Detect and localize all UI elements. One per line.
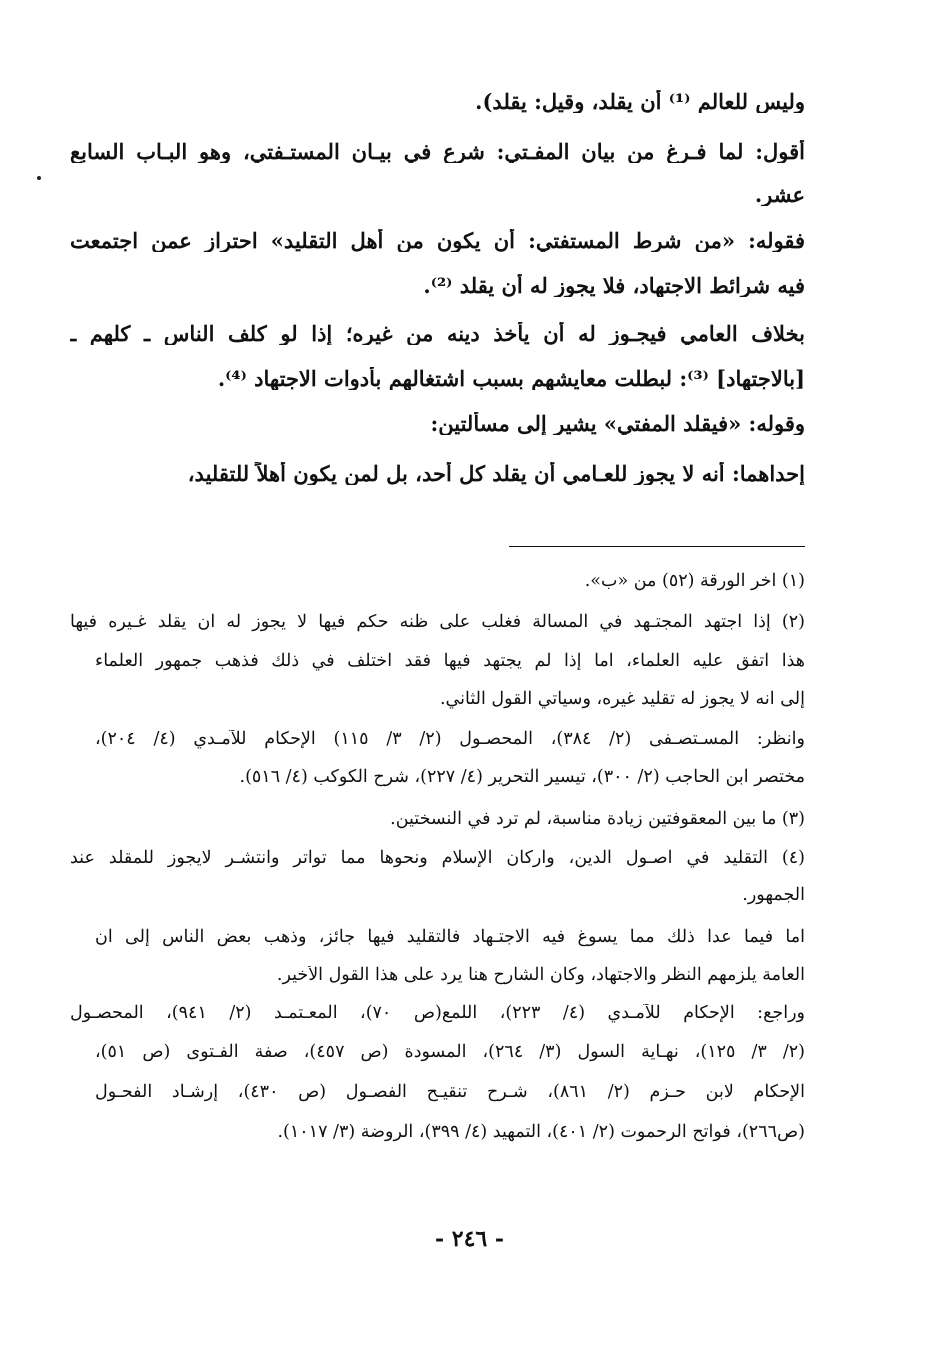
main-line-4: فقوله: «من شرط المستفتي: أن يكون من أهل التقليد» احتراز عمن اجتمعت [70,229,805,253]
main-line-3: عشر. [754,183,805,207]
main-line-2: أقول: لما فـرغ من بيان المفـتي: شرع في بيـان المستـفتي، وهو البـاب السابع [70,140,805,164]
footnote-line-7: (٣) ما بين المعقوفتين زيادة مناسبة، لم ترد في النسختين. [390,810,805,829]
footnote-line-9: الجمهور. [742,886,805,905]
footnote-divider [509,546,805,547]
stray-ink-mark [37,176,41,180]
main-line-1: وليس للعالم ⁽¹⁾ أن يقلد، وقيل: يقلد). [475,90,805,114]
footnote-line-14: الإحكام لابن حـزم (٢/ ٨٦١)، شـرح تنقيـح الفصـول (ص ٤٣٠)، إرشـاد الفحـول [95,1083,805,1102]
footnote-line-12: وراجع: الإحكام للآمـدي (٤/ ٢٢٣)، اللمع(ص ٧٠)، المعـتمـد (٢/ ٩٤١)، المحصـول [70,1004,805,1023]
main-line-7: [بالاجتهاد] ⁽³⁾: لبطلت معايشهم بسبب اشتغالهم بأدوات الاجتهاد ⁽⁴⁾. [217,367,805,391]
footnote-line-11: العامة يلزمهم النظر والاجتهاد، وكأن الشارح هنا يرد على هذا القول الأخير. [276,966,805,985]
footnote-line-2: (٢) إذا اجتهد المجتـهد في المسألة فغلب على ظنه حكم فيها لا يجوز له أن يقلد غـيره فيها [70,613,805,632]
main-line-9: إحداهما: أنه لا يجوز للعـامي أن يقلد كل أحد، بل لمن يكون أهلاً للتقليد، [187,462,805,486]
footnote-line-10: أما فيما عدا ذلك مما يسوغ فيه الاجتـهاد فالتقليد فيها جائز، وذهب بعض الناس إلى أن [95,928,805,947]
footnote-line-4: إلى أنه لا يجوز له تقليد غيره، وسيأتي القول الثاني. [439,690,805,709]
main-line-5: فيه شرائط الاجتهاد، فلا يجوز له أن يقلد ⁽²⁾. [423,274,805,298]
main-line-8: وقوله: «فيقلد المفتي» يشير إلى مسألتين: [430,412,805,436]
footnote-line-8: (٤) التقليد في أصـول الدين، وأركان الإسلام ونحوها مما تواتر وانتشـر لايجوز للمقلد عند [70,849,805,868]
main-line-6: بخلاف العامي فيجـوز له أن يأخذ دينه من غيره؛ إذا لو كلف الناس ـ كلهم ـ [70,322,805,346]
footnote-line-3: هذا اتفق عليه العلماء، أما إذا لم يجتهد فيها فقد اختلف في ذلك فذهب جمهور العلماء [95,652,805,671]
footnote-line-5: وانظر: المسـتصـفى (٢/ ٣٨٤)، المحصـول (٢/ ٣/ ١١٥) الإحكام للآمـدي (٤/ ٢٠٤)، [95,730,805,749]
footnote-line-1: (١) آخر الورقة (٥٢) من «ب». [584,572,805,591]
footnote-line-6: مختصر ابن الحاجب (٢/ ٣٠٠)، تيسير التحرير (٤/ ٢٢٧)، شرح الكوكب (٤/ ٥١٦). [239,768,805,787]
footnote-line-13: (٢/ ٣/ ١٢٥)، نهـاية السول (٣/ ٢٦٤)، المسودة (ص ٤٥٧)، صفة الفـتوى (ص ٥١)، [95,1043,805,1062]
footnote-line-15: (ص٢٦٦)، فواتح الرحموت (٢/ ٤٠١)، التمهيد (٤/ ٣٩٩)، الروضة (٣/ ١٠١٧). [277,1123,805,1142]
page-number: - ٢٤٦ - [434,1226,505,1252]
